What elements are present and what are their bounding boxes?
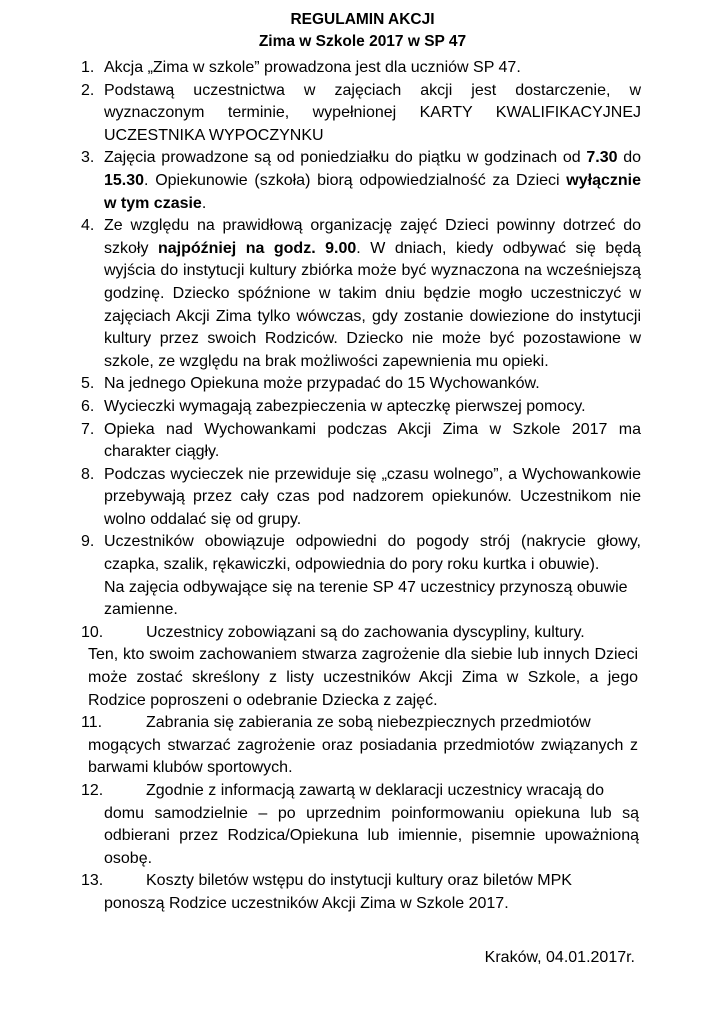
list-item: [0, 419, 725, 464]
rules-list: [0, 57, 725, 916]
item-number: 7.: [81, 420, 95, 438]
item-number: 12.: [81, 782, 104, 799]
list-item: [0, 373, 725, 396]
item-text-rest: ponoszą Rodzice uczestników Akcji Zima w Szkole 2017.: [104, 894, 509, 912]
item-text-first-line: Uczestnicy zobowiązani są do zachowania dyscypliny, kultury.: [146, 623, 585, 641]
list-item: [0, 57, 725, 80]
list-item: [0, 396, 725, 419]
item-text: Akcja „Zima w szkole” prowadzona jest dla uczniów SP 47.: [104, 59, 521, 76]
item-text: Opieka nad Wychowankami podczas Akcji Zima w Szkole 2017 ma charakter ciągły.: [104, 420, 641, 461]
item-number: 13.: [81, 872, 104, 890]
item-text-first-line: Zabrania się zabierania ze sobą niebezpiecznych przedmiotów: [146, 714, 591, 732]
document-subtitle: Zima w Szkole 2017 w SP 47: [258, 33, 467, 50]
item-text: Ze względu na prawidłową organizację zajęć Dzieci powinny dotrzeć do szkoły najpóźniej na godz. 9.00. W dniach, kiedy odbywać się będą wyjścia do instytucji kultury zbiórka może być wyznaczona na wcześniejszą godzinę. Dziecko spóźnione w takim dniu będzie mogło uczestniczyć w zajęciach Akcji Zima tylko wówczas, gdy zostanie dowiezione do instytucji kultury przez swoich Rodziców. Dziecko nie może być pozostawione w szkole, ze względu na brak możliwości zapewnienia mu opieki.: [104, 217, 642, 370]
item-number: 11.: [81, 714, 103, 732]
list-item: [0, 464, 725, 532]
list-item: [0, 622, 725, 712]
item-number: 1.: [81, 59, 95, 76]
list-item: [0, 531, 725, 621]
item-text-rest: domu samodzielnie – po uprzednim poinformowaniu opiekuna lub są odbierani przez Rodzica/Opiekuna lub imiennie, pisemnie upoważnioną osobę.: [104, 804, 639, 867]
list-item: [0, 80, 725, 148]
list-item: [0, 712, 725, 780]
place-and-date: Kraków, 04.01.2017r.: [484, 949, 635, 966]
item-number: 6.: [81, 397, 95, 415]
list-item: [0, 147, 725, 215]
item-number: 3.: [81, 149, 95, 167]
item-text: Podczas wycieczek nie przewiduje się „czasu wolnego”, a Wychowankowie przebywają przez cały czas pod nadzorem opiekunów. Uczestnikom nie wolno oddalać się od grupy.: [104, 465, 641, 528]
item-subparagraph: Na zajęcia odbywające się na terenie SP 47 uczestnicy przynoszą obuwie zamienne.: [104, 578, 628, 619]
item-text: Wycieczki wymagają zabezpieczenia w apteczkę pierwszej pomocy.: [104, 397, 586, 415]
item-number: 4.: [81, 217, 95, 235]
list-item: [0, 215, 725, 373]
item-text-first-line: Koszty biletów wstępu do instytucji kultury oraz biletów MPK: [146, 872, 572, 890]
list-item: [0, 780, 725, 870]
document-title: REGULAMIN AKCJI: [290, 11, 435, 28]
item-number: 2.: [81, 81, 95, 99]
item-text: Podstawą uczestnictwa w zajęciach akcji jest dostarczenie, w wyznaczonym terminie, wypełnionej KARTY KWALIFIKACYJNEJ UCZESTNIKA WYPOCZYNKU: [104, 81, 641, 144]
item-text-first-line: Zgodnie z informacją zawartą w deklaracji uczestnicy wracają do: [146, 782, 604, 799]
item-text: Na jednego Opiekuna może przypadać do 15 Wychowanków.: [104, 375, 540, 393]
item-text-rest: Ten, kto swoim zachowaniem stwarza zagrożenie dla siebie lub innych Dzieci może zostać skreślony z listy uczestników Akcji Zima w Szkole, a jego Rodzice poproszeni o odebranie Dziecka z zajęć.: [88, 646, 638, 709]
item-number: 5.: [81, 375, 95, 393]
item-text: Zajęcia prowadzone są od poniedziałku do piątku w godzinach od 7.30 do 15.30. Opiekunowie (szkoła) biorą odpowiedzialność za Dzieci wyłącznie w tym czasie.: [104, 149, 641, 212]
item-text: Uczestników obowiązuje odpowiedni do pogody strój (nakrycie głowy, czapka, szalik, rękawiczki, odpowiednia do pory roku kurtka i obuwie).: [104, 533, 641, 574]
item-text-rest: mogących stwarzać zagrożenie oraz posiadania przedmiotów związanych z barwami klubów sportowych.: [88, 736, 638, 777]
item-number: 8.: [81, 465, 95, 483]
list-item: [0, 870, 725, 915]
item-number: 10.: [81, 623, 104, 641]
item-number: 9.: [81, 533, 95, 551]
